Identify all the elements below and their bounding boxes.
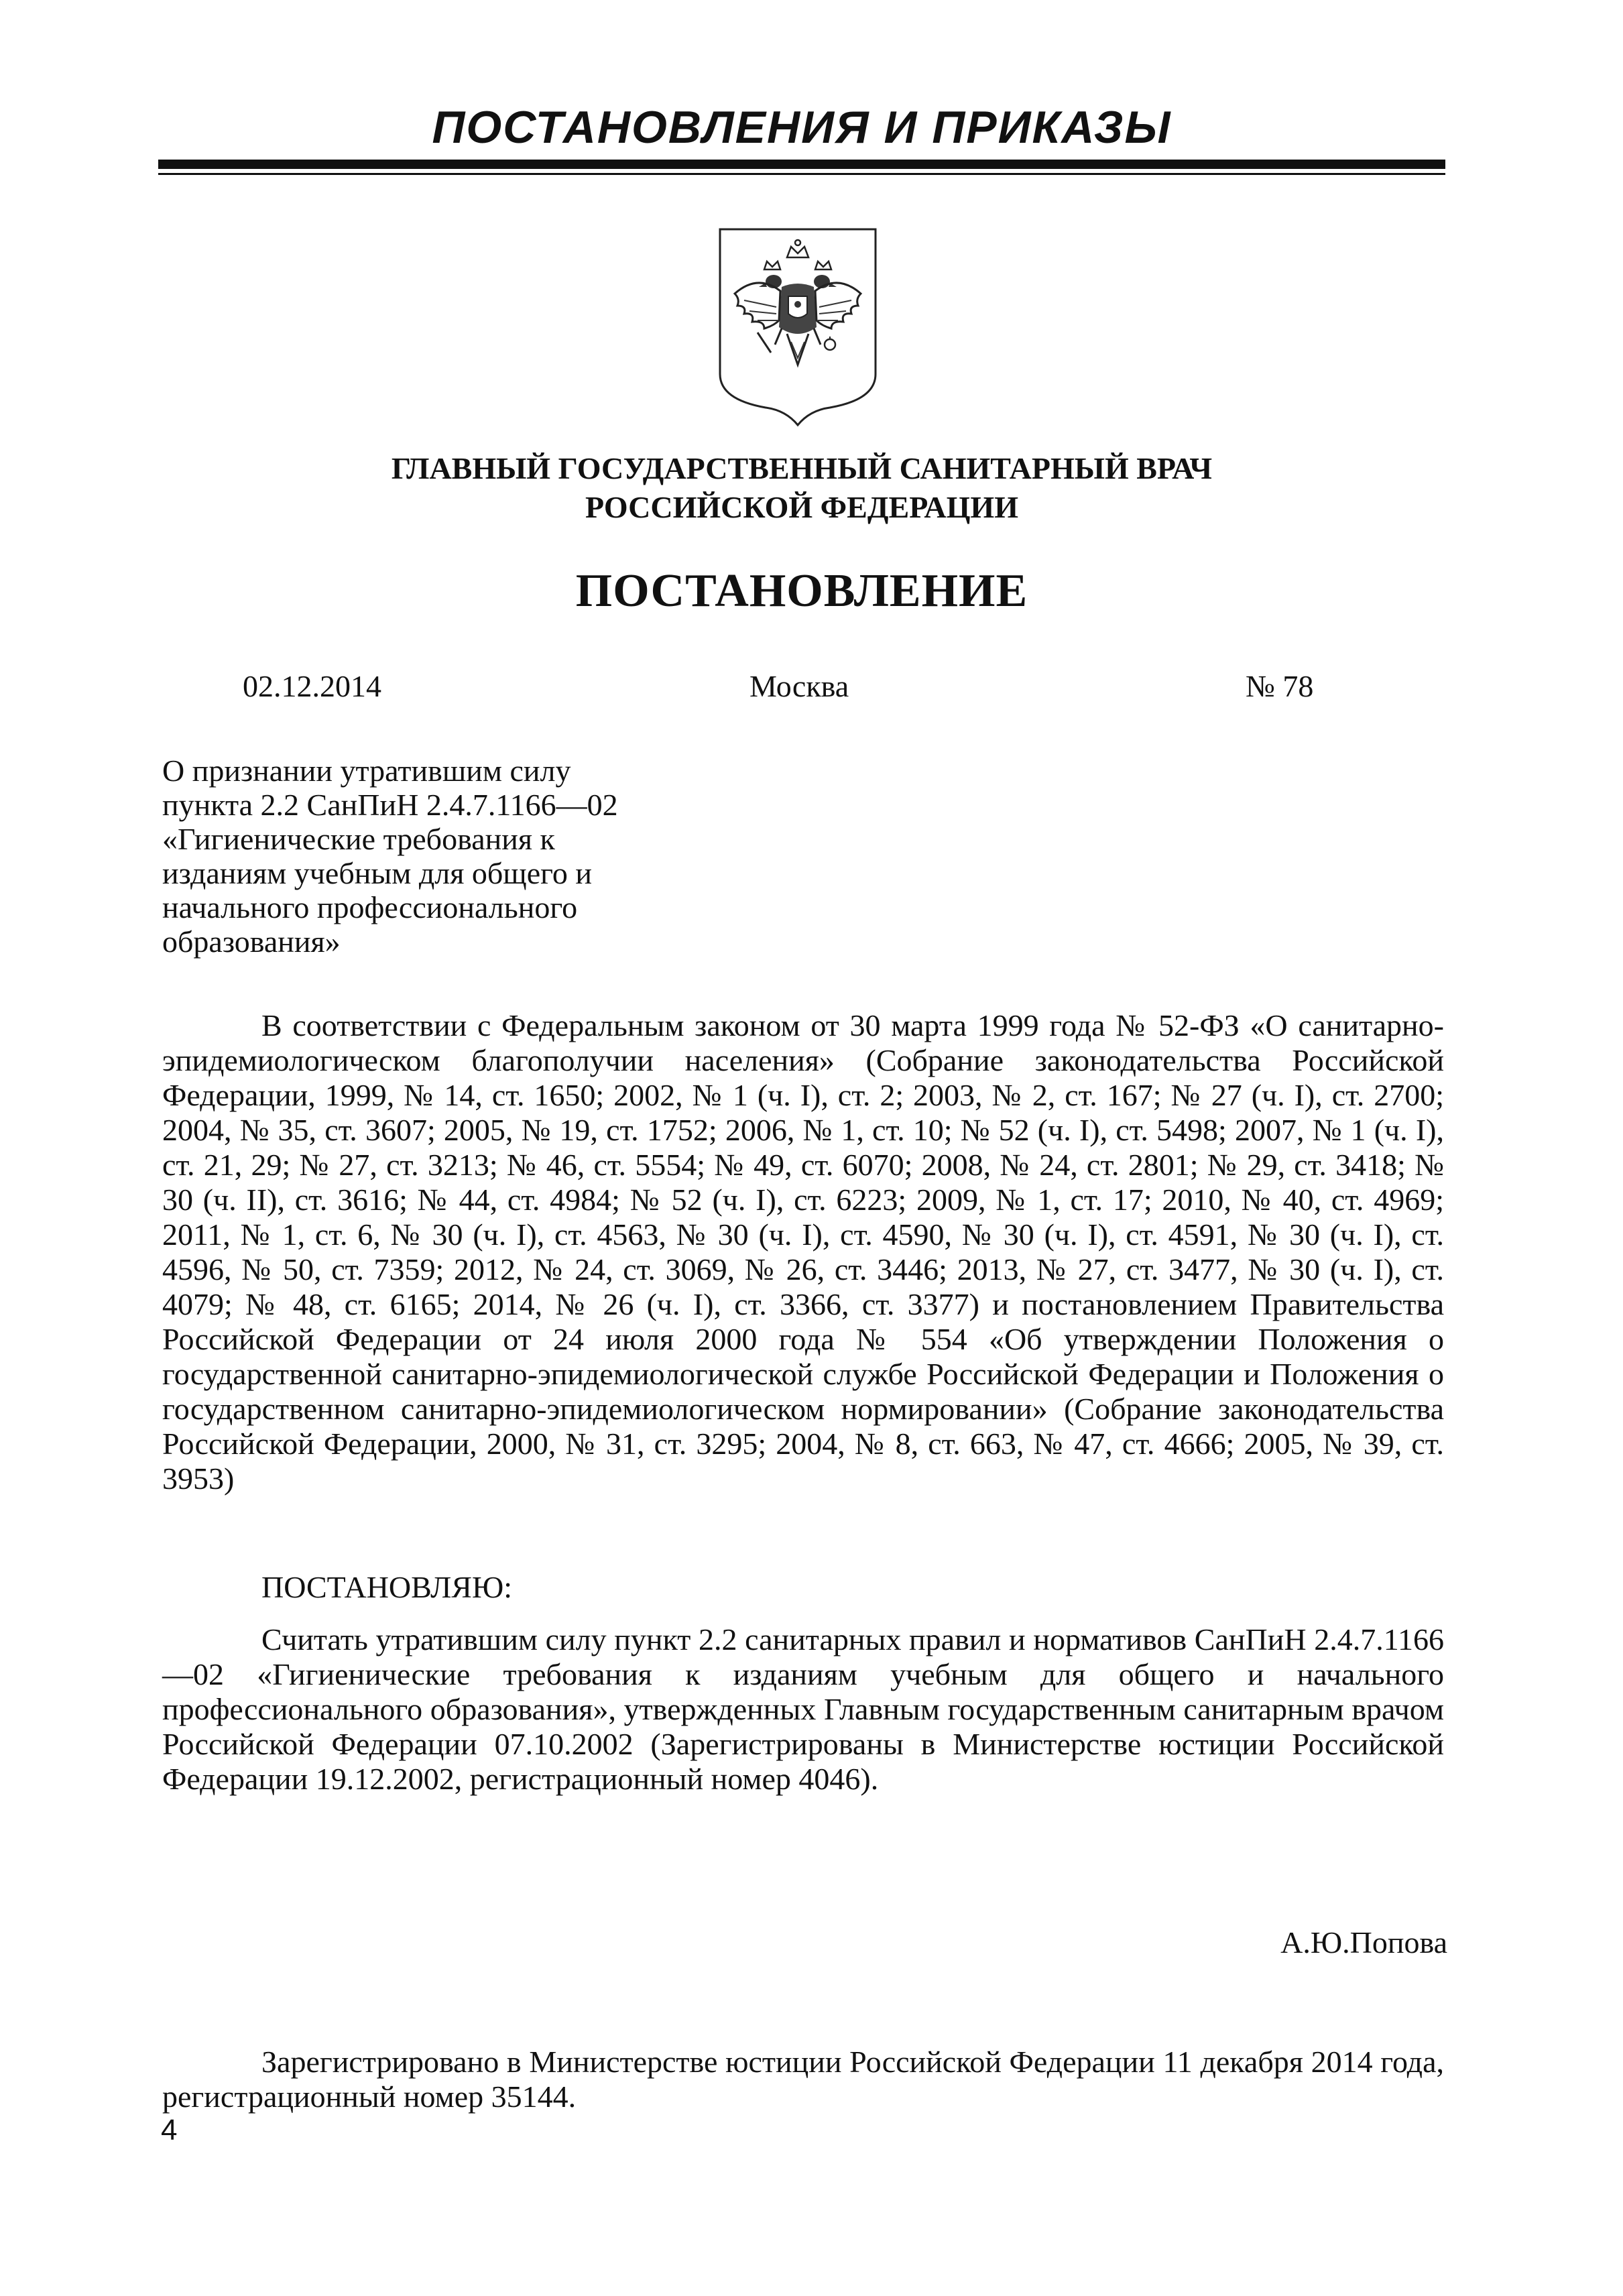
subject-line: начального профессионального xyxy=(162,890,578,924)
document-city: Москва xyxy=(749,669,849,703)
russian-coat-of-arms-icon xyxy=(717,227,878,428)
subject-line: пункта 2.2 СанПиН 2.4.7.1166—02 xyxy=(162,788,618,822)
document-subject xyxy=(162,753,699,959)
header-rule-thin xyxy=(158,173,1445,175)
header-rule xyxy=(158,160,1445,169)
authority-line-2: РОССИЙСКОЙ ФЕДЕРАЦИИ xyxy=(585,490,1018,524)
subject-line: изданиям учебным для общего и xyxy=(162,856,592,890)
resolution-paragraph: Считать утратившим силу пункт 2.2 санитарных правил и нормативов СанПиН 2.4.7.1166—02 «Гигиенические требования к изданиям учебным для общего и начального профессионального образования», утвержденных Главным государственным санитарным врачом Российской Федерации 07.10.2002 (Зарегистрированы в Министерстве юстиции Российской Федерации 19.12.2002, регистрационный номер 4046). xyxy=(162,1622,1444,1796)
page-number: 4 xyxy=(161,2114,178,2147)
authority-line-1: ГЛАВНЫЙ ГОСУДАРСТВЕННЫЙ САНИТАРНЫЙ ВРАЧ xyxy=(391,451,1213,485)
signature: А.Ю.Попова xyxy=(1280,1925,1447,1959)
registration-note: Зарегистрировано в Министерстве юстиции Российской Федерации 11 декабря 2014 года, регистрационный номер 35144. xyxy=(162,2045,1444,2114)
issuing-authority xyxy=(158,449,1445,527)
subject-line: О признании утратившим силу xyxy=(162,753,571,788)
preamble-paragraph: В соответствии с Федеральным законом от 30 марта 1999 года № 52-ФЗ «О санитарно-эпидемиологическом благополучии населения» (Собрание законодательства Российской Федерации, 1999, № 14, ст. 1650; 2002, № 1 (ч. I), ст. 2; 2003, № 2, ст. 167; № 27 (ч. I), ст. 2700; 2004, № 35, ст. 3607; 2005, № 19, ст. 1752; 2006, № 1, ст. 10; № 52 (ч. I), ст. 5498; 2007, № 1 (ч. I), ст. 21, 29; № 27, ст. 3213; № 46, ст. 5554; № 49, ст. 6070; 2008, № 24, ст. 2801; № 29, ст. 3418; № 30 (ч. II), ст. 3616; № 44, ст. 4984; № 52 (ч. I), ст. 6223; 2009, № 1, ст. 17; 2010, № 40, ст. 4969; 2011, № 1, ст. 6, № 30 (ч. I), ст. 4563, № 30 (ч. I), ст. 4590, № 30 (ч. I), ст. 4591, № 30 (ч. I), ст. 4596, № 50, ст. 7359; 2012, № 24, ст. 3069, № 26, ст. 3446; 2013, № 27, ст. 3477, № 30 (ч. I), ст. 4079; № 48, ст. 6165; 2014, № 26 (ч. I), ст. 3366, ст. 3377) и постановлением Правительства Российской Федерации от 24 июля 2000 года № 554 «Об утверждении Положения о государственной санитарно-эпидемиологической службе Российской Федерации и Положения о государственном санитарно-эпидемиологическом нормировании» (Собрание законодательства Российской Федерации, 2000, № 31, ст. 3295; 2004, № 8, ст. 663, № 47, ст. 4666; 2005, № 39, ст. 3953) xyxy=(162,1008,1444,1496)
document-date: 02.12.2014 xyxy=(243,669,381,703)
document-number: № 78 xyxy=(1246,669,1314,703)
document-type: ПОСТАНОВЛЕНИЕ xyxy=(575,565,1028,617)
decree-word: ПОСТАНОВЛЯЮ: xyxy=(261,1570,513,1604)
subject-line: «Гигиенические требования к xyxy=(162,822,555,856)
running-header: ПОСТАНОВЛЕНИЯ И ПРИКАЗЫ xyxy=(432,102,1172,153)
subject-line: образования» xyxy=(162,924,341,959)
